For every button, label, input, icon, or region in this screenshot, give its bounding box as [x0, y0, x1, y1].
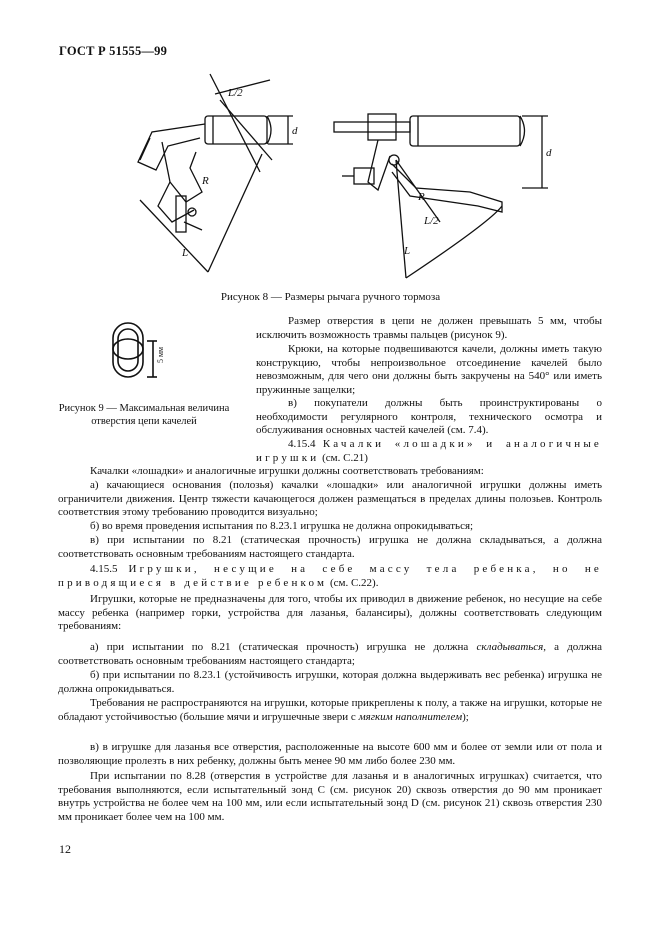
paragraph-weight-bearing-a-emphasis: складываться: [476, 641, 544, 653]
paragraph-hooks: Крюки, на которые подвешиваются качели, должны иметь такую конструкцию, чтобы непроизвольное отсоединение качелей было невозможным, для чего они должны быть закручены на 540° или иметь пружинные защелки;: [256, 343, 602, 396]
paragraph-chain-opening: Размер отверстия в цепи не должен превышать 5 мм, чтобы исключить возможность травмы пальцев (рисунок 9).: [256, 315, 602, 341]
paragraph-climbing-openings: в) в игрушке для лазанья все отверстия, расположенные на высоте 600 мм и более от земли или от пола и позволяющие пролезть в них ребенку, должны быть менее 90 мм либо более 230 мм.: [58, 741, 602, 767]
paragraph-exemptions-text: Требования не распространяются на игрушки, которые прикреплены к полу, а также на игрушки, которые не обладают устойчивостью (большие мячи и игрушечные звери с: [58, 697, 602, 723]
figure-9-caption: Рисунок 9 — Максимальная величина отверстия цепи качелей: [58, 403, 230, 427]
figure-9-dim-label: 5 мм: [156, 346, 165, 363]
figure-8-brake-lever-drawing: [110, 72, 560, 287]
document-header: ГОСТ Р 51555—99: [59, 44, 168, 58]
paragraph-exemptions-emphasis: мягким наполнителем: [358, 710, 463, 723]
section-4-15-4-heading: [256, 438, 602, 465]
paragraph-exemptions-tail: );: [462, 710, 469, 723]
paragraph-weight-bearing: Игрушки, которые не предназначены для того, чтобы их приводил в движение ребенок, но несущие на себе массу ребенка (например горки, устройства для лазанья, балансиры), должны соответствовать следующим требованиям:: [58, 593, 602, 633]
page-number: 12: [59, 842, 71, 856]
section-4-15-4-number: 4.15.4: [288, 438, 316, 450]
paragraph-rocking-a: а) качающиеся основания (полозья) качалки «лошадки» или аналогичной игрушки должны иметь ограничители движения. Центр тяжести качающегося должен размещаться в пределах длины полозьев. Контроль соответствия этому требованию проводится визуально;: [58, 479, 602, 519]
section-4-15-5-ref: (см. С.22).: [329, 576, 379, 589]
figure-8-label-l-right: L: [404, 245, 411, 257]
figure-8-label-half-l-right: L/2: [424, 215, 439, 227]
paragraph-instruction: в) покупатели должны быть проинструктированы о необходимости регулярного контроля, технического осмотра и обслуживания основных частей качелей (см. 7.4).: [256, 397, 602, 437]
figure-8-caption: Рисунок 8 — Размеры рычага ручного тормоза: [220, 291, 441, 303]
paragraph-weight-bearing-a: [58, 641, 602, 668]
section-4-15-4-ref: (см. С.21): [322, 451, 368, 464]
section-4-15-5-title: Игрушки, несущие на себе массу тела ребенка, но не приводящиеся в действие ребенком: [58, 563, 602, 589]
section-4-15-4-title: Качалки «лошадки» и аналогичные игрушки: [256, 438, 602, 464]
paragraph-exemptions: [58, 697, 602, 724]
paragraph-weight-bearing-a-text: а) при испытании по 8.21 (статическая прочность) игрушка не должна: [90, 641, 469, 653]
figure-8-label-r-left: R: [202, 175, 209, 187]
figure-8-label-r-right: R: [418, 191, 425, 203]
paragraph-rocking-requirements: Качалки «лошадки» и аналогичные игрушки должны соответствовать требованиям:: [90, 465, 484, 477]
figure-8-label-half-l-left: L/2: [228, 87, 243, 99]
figure-8-label-l-left: L: [182, 247, 189, 259]
paragraph-weight-bearing-a-tail: , а должна соответствовать основным требованиям настоящего стандарта;: [58, 641, 603, 667]
section-4-15-5-heading: [58, 563, 602, 590]
paragraph-weight-bearing-b: б) при испытании по 8.23.1 (устойчивость игрушки, которая должна выдерживать вес ребенка) игрушка не должна опрокидываться.: [58, 669, 602, 695]
paragraph-rocking-b: б) во время проведения испытания по 8.23.1 игрушка не должна опрокидываться;: [90, 520, 474, 532]
section-4-15-5-number: 4.15.5: [90, 563, 118, 575]
paragraph-rocking-c: в) при испытании по 8.21 (статическая прочность) игрушка не должна складываться, а должна соответствовать основным требованиям настоящего стандарта.: [58, 534, 602, 560]
figure-9-chain-link-drawing: [105, 319, 175, 393]
figure-8-label-d-right: d: [546, 147, 552, 159]
paragraph-test-8-28: При испытании по 8.28 (отверстия в устройстве для лазанья и в аналогичных игрушках) считается, что требования выполняются, если испытательный зонд С (см. рисунок 20) сквозь отверстия до 90 мм проникает внутрь устройства не более чем на 100 мм, или если испытательный зонд D (см. рисунок 21) сквозь отверстия 230 мм проникает более чем на 100 мм.: [58, 770, 602, 823]
figure-8-label-d-left: d: [292, 125, 298, 137]
